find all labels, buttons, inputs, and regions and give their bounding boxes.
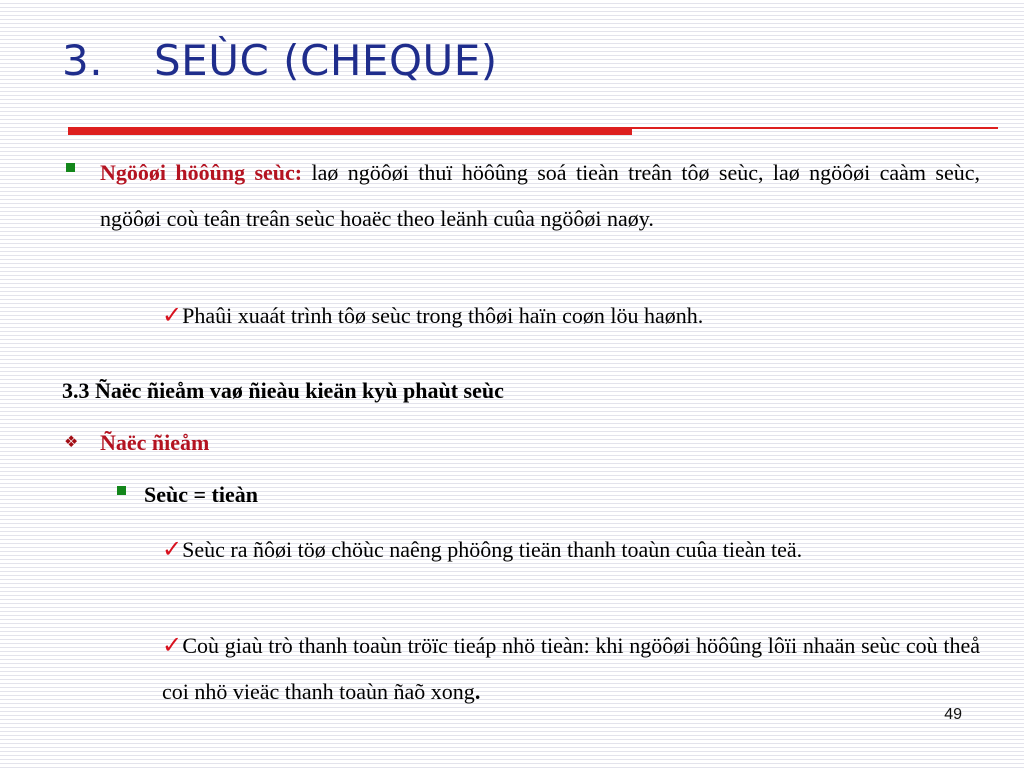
four-diamond-icon: ❖ [64,432,79,451]
check-mark-icon: ✓ [162,535,183,563]
title-number: 3. [62,36,104,85]
point-2-text: Coù giaù trò thanh toaùn tröïc tieáp nhö tieàn: khi ngöôøi höôûng lôïi nhaän seùc coù theå coi nhö vieäc thanh toaùn ñaõ xong [162,633,980,704]
features-point-2 [162,622,980,715]
drawee-check-item [162,292,703,339]
check-mark-icon: ✓ [162,301,183,329]
features-label: Ñaëc ñieåm [100,430,210,455]
point-1-text: Seùc ra ñôøi töø chöùc naêng phöông tieän thanh toaùn cuûa tieàn teä. [182,537,803,562]
features-sub-label: Seùc = tieàn [144,482,258,507]
slide-title [62,36,498,85]
drawee-check-text: Phaûi xuaát trình tôø seùc trong thôøi haïn coøn löu haønh. [182,303,704,328]
check-mark-icon: ✓ [162,631,183,659]
drawee-text: laø ngöôøi thuï höôûng soá tieàn treân tôø seùc, laø ngöôøi caàm seùc, ngöôøi coù teân treân seùc hoaëc theo leänh cuûa ngöôøi naøy. [100,160,981,231]
square-bullet-icon [66,163,75,172]
features-point-1 [162,526,980,573]
drawee-paragraph [100,150,980,242]
page-number: 49 [944,706,962,723]
title-underline-thin [632,127,998,129]
title-text: SEÙC (CHEQUE) [154,36,498,85]
square-bullet-icon [117,486,126,495]
section-heading: 3.3 Ñaëc ñieåm vaø ñieàu kieän kyù phaùt seùc [62,378,504,403]
drawee-label: Ngöôøi höôûng seùc: [100,160,303,185]
point-2-period: . [474,679,481,704]
title-underline-thick [68,127,632,135]
